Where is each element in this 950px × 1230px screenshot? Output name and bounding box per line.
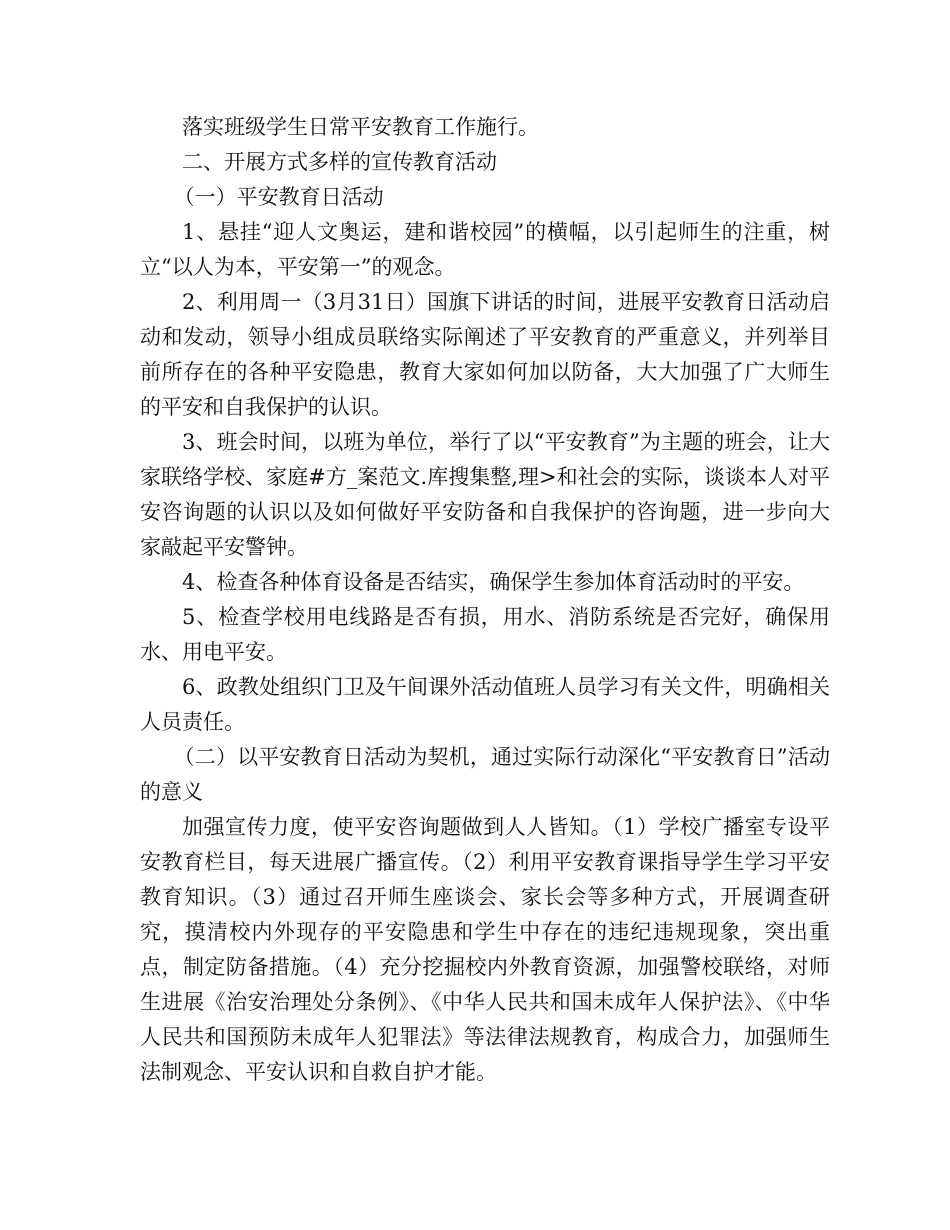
subsection-heading-2: （二）以平安教育日活动为契机，通过实际行动深化“平安教育日”活动的意义 [140,745,830,804]
list-item-4: 4、检查各种体育设备是否结实，确保学生参加体育活动时的平安。 [182,570,805,594]
section-heading-2: 二、开展方式多样的宣传教育活动 [182,150,497,174]
list-item-6: 6、政教处组织门卫及午间课外活动值班人员学习有关文件，明确相关人员责任。 [140,675,830,734]
list-item-2: 2、利用周一（3月31日）国旗下讲话的时间，进展平安教育日活动启动和发动，领导小组成员联络实际阐述了平安教育的严重意义，并列举目前所存在的各种平安隐患，教育大家如何加以防备，大大加强了广大师生的平安和自我保护的认识。 [140,290,830,419]
document-page [140,110,830,1090]
list-item-1: 1、悬挂“迎人文奥运，建和谐校园”的横幅，以引起师生的注重，树立“以人为本，平安第一”的观念。 [140,220,830,279]
list-item-3: 3、班会时间，以班为单位，举行了以“平安教育”为主题的班会，让大家联络学校、家庭#方_案范文.库搜集整,理>和社会的实际，谈谈本人对平安咨询题的认识以及如何做好平安防备和自我保护的咨询题，进一步向大家敲起平安警钟。 [140,430,830,559]
paragraph-continuation: 落实班级学生日常平安教育工作施行。 [182,115,539,139]
subsection-heading-1: （一）平安教育日活动 [173,185,384,209]
list-item-5: 5、检查学校用电线路是否有损，用水、消防系统是否完好，确保用水、用电平安。 [140,605,830,664]
body-paragraph: 加强宣传力度，使平安咨询题做到人人皆知。（1）学校广播室专设平安教育栏目，每天进展广播宣传。（2）利用平安教育课指导学生学习平安教育知识。（3）通过召开师生座谈会、家长会等多种方式，开展调查研究，摸清校内外现存的平安隐患和学生中存在的违纪违规现象，突出重点，制定防备措施。（4）充分挖掘校内外教育资源，加强警校联络，对师生进展《治安治理处分条例》、《中华人民共和国未成年人保护法》、《中华人民共和国预防未成年人犯罪法》等法律法规教育，构成合力，加强师生法制观念、平安认识和自救自护才能。 [140,815,830,1084]
